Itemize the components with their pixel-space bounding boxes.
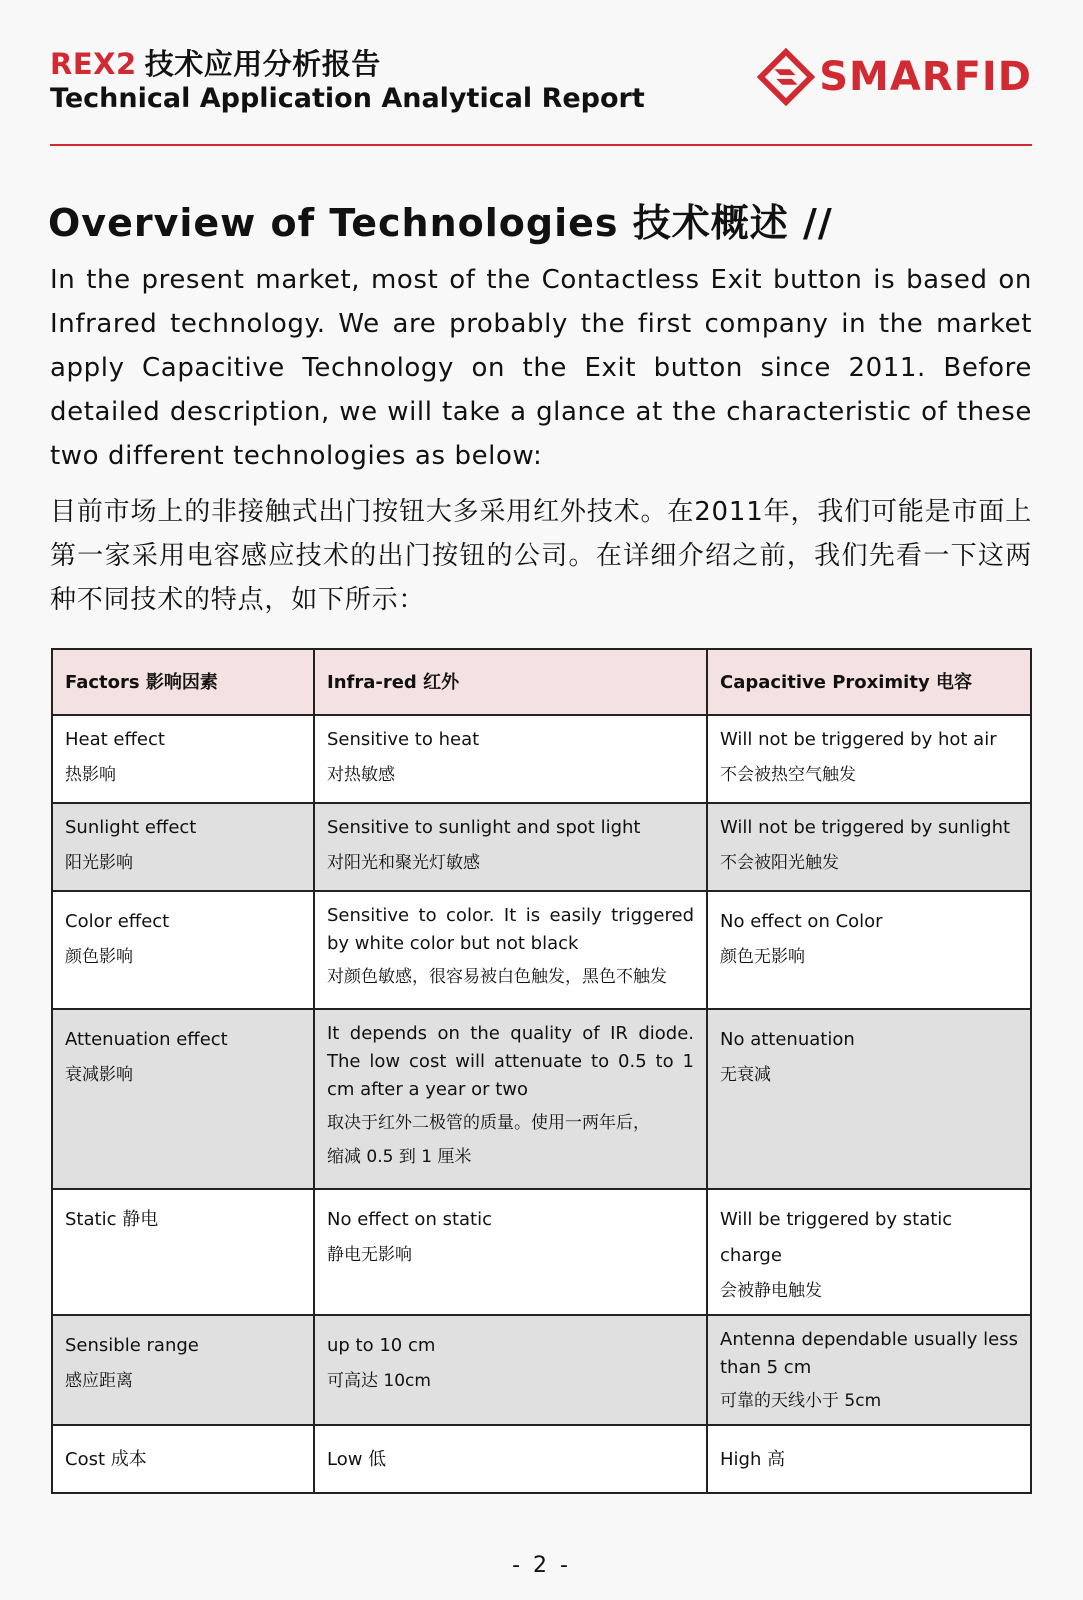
factor-cell: Heat effect 热影响 [52,715,314,803]
table-row [52,1009,1031,1189]
factor-cell: Sunlight effect 阳光影响 [52,803,314,891]
table-row [52,803,1031,891]
factor-cell: Static 静电 [52,1189,314,1315]
capacitive-cell: Will not be triggered by hot air 不会被热空气触发 [707,715,1031,803]
capacitive-cell: Will be triggered by static charge 会被静电触发 [707,1189,1031,1315]
infrared-cell: It depends on the quality of IR diode. The low cost will attenuate to 0.5 to 1 cm after a year or two 取决于红外二极管的质量。使用一两年后， 缩减 0.5 到 1 厘米 [314,1009,707,1189]
infrared-cell: up to 10 cm 可高达 10cm [314,1315,707,1425]
page-number: - 2 - [512,1553,571,1578]
factor-cell: Cost 成本 [52,1425,314,1493]
report-title-en: Technical Application Analytical Report [50,83,645,114]
factor-cell: Sensible range 感应距离 [52,1315,314,1425]
smarfid-logo-icon [757,48,815,106]
infrared-cell: No effect on static 静电无影响 [314,1189,707,1315]
capacitive-cell: Will not be triggered by sunlight 不会被阳光触发 [707,803,1031,891]
capacitive-cell: High 高 [707,1425,1031,1493]
capacitive-cell: No effect on Color 颜色无影响 [707,891,1031,1009]
header-divider [50,144,1032,146]
product-name: REX2 [50,47,137,81]
factor-cell: Attenuation effect 衰减影响 [52,1009,314,1189]
header-infrared: Infra-red 红外 [314,649,707,715]
smarfid-logo [757,46,1032,108]
intro-paragraph-en: In the present market, most of the Contactless Exit button is based on Infrared technology. We are probably the first company in the market apply Capacitive Technology on the Exit button since 2011. Before detailed description, we will take a glance at the characteristic of these two different technologies as below: [50,265,1032,471]
section-title: Overview of Technologies 技术概述 // [48,201,833,245]
capacitive-cell: Antenna dependable usually less than 5 cm 可靠的天线小于 5cm [707,1315,1031,1425]
table-row [52,1189,1031,1315]
infrared-cell: Low 低 [314,1425,707,1493]
table-row [52,1425,1031,1493]
report-title-cn: 技术应用分析报告 [144,47,381,81]
table-row [52,715,1031,803]
factor-cell: Color effect 颜色影响 [52,891,314,1009]
header-factors: Factors 影响因素 [52,649,314,715]
intro-paragraph-cn: 目前市场上的非接触式出门按钮大多采用红外技术。在2011年，我们可能是市面上第一家采用电容感应技术的出门按钮的公司。在详细介绍之前，我们先看一下这两种不同技术的特点，如下所示： [50,497,1032,615]
infrared-cell: Sensitive to heat 对热敏感 [314,715,707,803]
infrared-cell: Sensitive to color. It is easily triggered by white color but not black 对颜色敏感，很容易被白色触发，黑色不触发 [314,891,707,1009]
report-header [50,46,1032,146]
brand-name: SMARFID [819,54,1032,100]
table-row [52,1315,1031,1425]
capacitive-cell: No attenuation 无衰减 [707,1009,1031,1189]
header-capacitive: Capacitive Proximity 电容 [707,649,1031,715]
comparison-table [51,648,1032,1494]
table-row [52,891,1031,1009]
table-header-row [52,649,1031,715]
infrared-cell: Sensitive to sunlight and spot light 对阳光和聚光灯敏感 [314,803,707,891]
